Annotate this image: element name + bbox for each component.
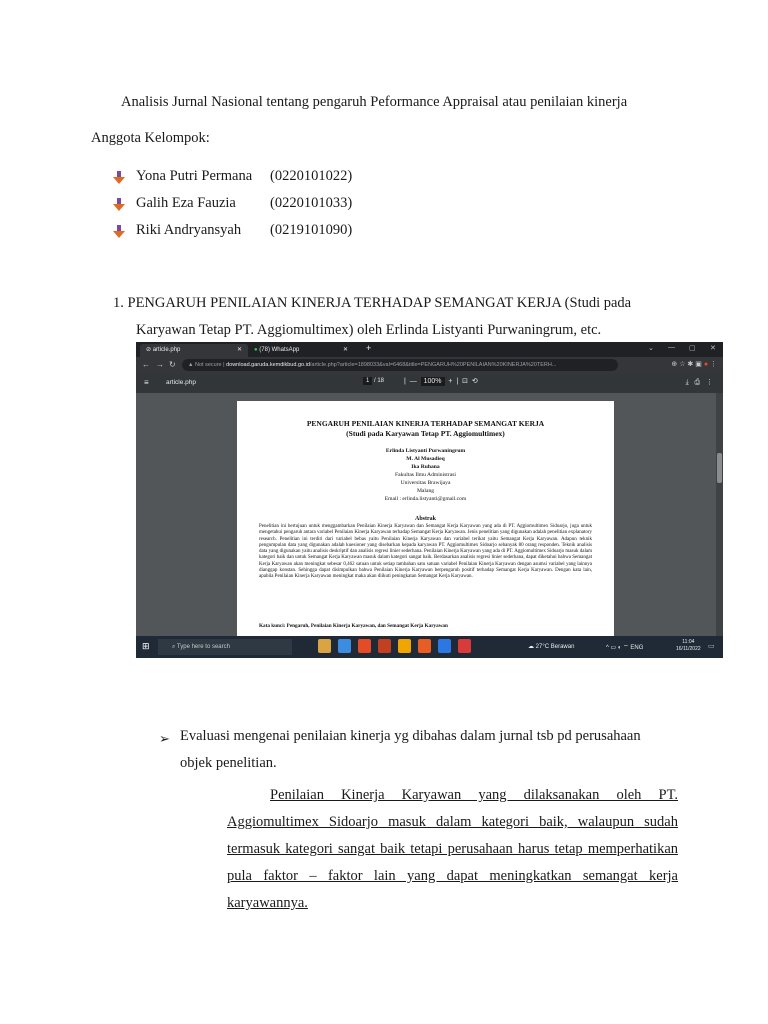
taskbar-app-icon [358,639,371,653]
down-arrow-bullet-icon [113,171,125,185]
member-name: Yona Putri Permana [136,168,253,184]
scrollbar-thumb [717,453,722,483]
url-path: /article.php?article=1898033&val=6468&title=PENGARUH%20PENILAIAN%20KINERJA%20TERH... [309,362,557,368]
minimize-icon: — [668,344,675,351]
taskbar-app-icon [438,639,451,653]
member-name: Riki Andryansyah [136,222,242,238]
zoom-level: 100% [421,377,445,386]
list-item-1-line2: Karyawan Tetap PT. Aggiomultimex) oleh Erlinda Listyanti Purwaningrum, etc. [136,322,602,338]
pdf-download-print-icons: ⤓ ⎙ ⋮ [685,379,713,386]
close-icon: ✕ [342,347,348,353]
member-nim: (0220101022) [270,168,353,184]
paper-affiliation: Fakultas Ilmu Administrasi [395,472,456,478]
pdf-file-name: article.php [166,379,196,386]
hamburger-menu-icon: ≡ [144,378,149,387]
pdf-viewer-area [136,393,723,636]
windows-taskbar [136,636,723,658]
tab-label: article.php [152,347,181,353]
browser-tab-article [140,344,248,357]
chevron-down-icon: ⌄ [648,345,654,352]
search-placeholder: Type here to search [176,644,230,650]
page-indicator [363,378,384,384]
arrow-bullet-icon: ➢ [159,731,170,746]
paper-email: Email : erlinda.listyanti@gmail.com [384,496,467,502]
url-domain: download.garuda.kemdikbud.go.id [226,362,310,368]
paper-author: M. Al Musadieq [406,456,445,462]
paper-keywords: Kata kunci: Pengaruh, Penilaian Kinerja Karyawan, dan Semangat Kerja Karyawan [259,623,448,629]
down-arrow-bullet-icon [113,225,125,239]
paper-author: Ika Ruhana [411,464,440,470]
member-nim: (0219101090) [270,222,353,238]
taskbar-app-icon [378,639,391,653]
restore-icon: ▢ [689,345,696,352]
tab-label: (78) WhatsApp [259,347,300,353]
clock-time: 11:04 [682,639,695,645]
member-name: Galih Eza Fauzia [136,195,236,211]
taskbar-clock [676,639,701,653]
whatsapp-icon: ● [254,347,258,353]
paper-author: Erlinda Listyanti Purwaningrum [385,448,466,454]
list-item-1-line1: 1. PENGARUH PENILAIAN KINERJA TERHADAP SEMANGAT KERJA (Studi pada [113,295,632,311]
forward-arrow-icon: → [156,360,164,369]
pdf-scrollbar [716,393,723,636]
system-tray: ^ ▭ ◐ ⌔ ENG [606,645,644,651]
taskbar-app-icon [338,639,351,653]
back-arrow-icon: ← [142,360,150,369]
members-label: Anggota Kelompok: [91,130,210,146]
taskbar-app-icon [398,639,411,653]
pdf-page [237,401,614,636]
paper-title-line1: PENGARUH PENILAIAN KINERJA TERHADAP SEMANGAT KERJA [306,419,545,428]
address-bar-row [136,357,723,374]
document-title: Analisis Jurnal Nasional tentang pengaruh Peformance Appraisal atau penilaian kinerja [121,94,628,110]
close-icon: ✕ [236,347,242,353]
window-close-icon: ✕ [710,345,716,352]
abstract-heading: Abstrak [414,516,436,522]
page-current: 1 [363,377,372,385]
paper-affiliation: Universitas Brawijaya [400,480,451,486]
weather-text: 27°C Berawan [535,644,575,650]
url-security-label: Not secure [194,362,222,368]
browser-tab-bar [136,342,723,357]
new-tab-icon: + [366,343,372,353]
member-nim: (0220101033) [270,195,353,211]
taskbar-search-box [158,639,292,655]
pdf-toolbar [136,374,723,393]
abstract-text: Penelitian ini bertujuan untuk menggambarkan Penilaian Kinerja Karyawan dan Semangat Kerja Karyawan yang ada di PT. Aggiomultimex Sidoarjo, juga untuk mengetahui pengaruh antara variabel Penilaian Kinerja Karyawan terhadap Semangat Kerja Karyawan. Jenis penelitian yang digunakan adalah penelitian explanatory research. Penelitian ini terdiri dari variabel bebas yaitu Penilaian Kinerja Karyawan dan variabel terikat yaitu Semangat Kerja Karyawan. Adapun teknik pengumpulan data yang digunakan adalah kuesioner yang disebarkan kepada karyawan PT. Aggiomultimex Sidoarjo sebanyak 80 orang responden. Teknik analisis data yang digunakan yaitu analisis deskriptif dan analisis regresi linier sederhana. Penilaian Kinerja Karyawan yang ada di PT. Aggiomultimex Sidoarjo masuk dalam kategori baik dan untuk Semangat Kerja Karyawan masuk dalam kategori sangat baik. Berdasarkan analisis regresi linier sederhana, dapat diketahui bahwa Semangat Kerja Karyawan akan meningkat sebesar 0,462 satuan untuk setiap tambahan satu satuan variabel Penilaian Kinerja Karyawan dengan asumsi variabel yang lainnya dianggap konstan. Sehingga dapat disimpulkan bahwa Penilaian Kinerja Karyawan berpengaruh positif terhadap Semangat Kerja Karyawan. Dengan kata lain, apabila Penilaian Kinerja Karyawan meningkat maka akan diikuti peningkatan Semangat Kerja Karyawan. [259,524,592,580]
paper-title-line2: (Studi pada Karyawan Tetap PT. Aggiomultimex) [346,429,505,438]
taskbar-app-icons [318,639,478,658]
paper-affiliation: Malang [416,488,435,494]
zoom-controls: | — 100% + | ⊡ ⟲ [404,378,478,385]
clock-date: 16/11/2022 [676,646,701,652]
notification-icon: ▭ [708,643,715,650]
embedded-browser-screenshot [136,342,723,658]
url-field: ▲ Not secure | download.garuda.kemdikbud.go.id/article.php?article=1898033&val=6468&title=PENGARUH%20PENILAIAN%20KINERJA%20TERH... [182,359,618,371]
browser-tab-whatsapp [248,344,354,357]
evaluation-paragraph: Penilaian Kinerja Karyawan yang dilaksanakan oleh PT. Aggiomultimex Sidoarjo masuk dalam kategori baik, walaupun sudah termasuk kategori sangat baik tetapi perusahaan harus tetap memperhatikan pula faktor – faktor lain yang dapat meningkatkan semangat kerja karyawannya. [227,787,678,911]
globe-icon: ⊘ [146,347,153,353]
cloud-icon: ☁ [528,644,536,650]
reload-icon: ↻ [169,360,176,369]
taskbar-app-icon [318,639,331,653]
page-total: / 18 [374,378,385,384]
taskbar-app-icon [418,639,431,653]
weather-widget [528,643,574,650]
browser-extension-icons: ⊕ ☆ ✱ ▣ ● ⋮ [671,361,717,368]
evaluation-heading-line2: objek penelitian. [180,755,277,771]
taskbar-app-icon [458,639,471,653]
windows-start-icon: ⊞ [142,641,150,651]
search-icon: ⌕ [172,644,177,650]
evaluation-heading-line1: Evaluasi mengenai penilaian kinerja yg dibahas dalam jurnal tsb pd perusahaan [180,728,641,744]
language-indicator: ENG [630,645,644,651]
warning-icon: ▲ [188,362,194,368]
down-arrow-bullet-icon [113,198,125,212]
